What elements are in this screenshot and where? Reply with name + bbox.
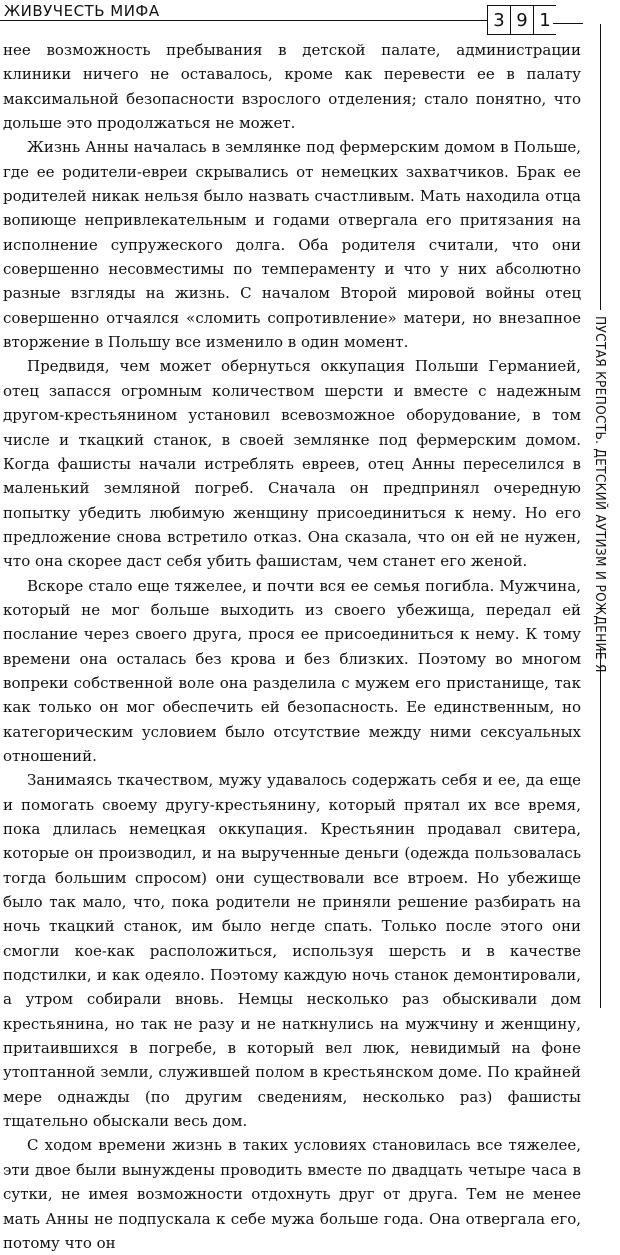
header-rule	[0, 20, 487, 21]
paragraph: Жизнь Анны началась в землянке под фермерским домом в Польше, где ее родители-евреи скрывались от немецких захватчиков. Брак ее родителей никак нельзя было назвать счастливым. Мать находила отца вопиюще непривлекательным и годами отвергала его притязания на исполнение супружеского долга. Оба родителя считали, что они совершенно несовместимы по темпераменту и что у них абсолютно разные взгляды на жизнь. С началом Второй мировой войны отец совершенно отчаялся «сломить сопротивление» матери, но внезапное вторжение в Польшу все изменило в один момент.	[3, 138, 581, 352]
paragraph: Занимаясь ткачеством, мужу удавалось содержать себя и ее, да еще и помогать своему другу-крестьянину, который прятал их все время, пока длилась немецкая оккупация. Крестьянин продавал свитера, которые он производил, и на вырученные деньги (одежда пользовалась тогда большим спросом) они существовали все втроем. Но убежище было так мало, что, пока родители не приняли решение разбирать на ночь ткацкий станок, им было негде спать. Только после этого они смогли кое-как расположиться, используя шерсть и в качестве подстилки, и как одеяло. Поэтому каждую ночь станок демонтировали, а утром собирали вновь. Немцы несколько раз обыскивали дом крестьянина, но так не разу и не наткнулись на мужчину и женщину, притаившихся в погребе, в который вел люк, невидимый на фоне утоптанной земли, служившей полом в крестьянском доме. По крайней мере однажды (по другим сведениям, несколько раз) фашисты тщательно обыскали весь дом.	[3, 771, 581, 1131]
page-number	[487, 5, 556, 35]
running-title: ЖИВУЧЕСТЬ МИФА	[4, 2, 160, 20]
paragraph: С ходом времени жизнь в таких условиях становилась все тяжелее, эти двое были вынуждены проводить вместе по двадцать четыре часа в сутки, не имея возможности отдохнуть друг от друга. Тем не менее мать Анны не подпускала к себе мужа больше года. Она отвергала его, потому что он	[3, 1136, 581, 1252]
side-book-title: ПУСТАЯ КРЕПОСТЬ. ДЕТСКИЙ АУТИЗМ И РОЖДЕНИЕ Я	[592, 316, 608, 673]
page-number-digit: 1	[533, 5, 556, 35]
side-rule-top	[600, 24, 601, 310]
body-text	[3, 38, 581, 1255]
paragraph: Предвидя, чем может обернуться оккупация Польши Германией, отец запасся огромным количеством шерсти и вместе с надежным другом-крестьянином установил всевозможное оборудование, в том числе и ткацкий станок, в своей землянке под фермерским домом. Когда фашисты начали истреблять евреев, отец Анны переселился в маленький земляной погреб. Сначала он предпринял очередную попытку убедить любимую женщину присоединиться к нему. Но его предложение снова встретило отказ. Она сказала, что он ей не нужен, что она скорее даст себя убить фашистам, чем станет его женой.	[3, 357, 581, 571]
paragraph: нее возможность пребывания в детской палате, администрации клиники ничего не оставалось, кроме как перевести ее в палату максимальной безопасности взрослого отделения; стало понятно, что дольше это продолжаться не может.	[3, 41, 581, 133]
page-number-rule	[553, 23, 583, 24]
paragraph: Вскоре стало еще тяжелее, и почти вся ее семья погибла. Мужчина, который не мог больше выходить из своего убежища, передал ей послание через своего друга, прося ее присоединиться к нему. К тому времени она осталась без крова и без близких. Поэтому во многом вопреки собственной воле она разделила с мужем его пристанище, так как только он мог обеспечить ей безопасность. Ее единственным, но категорическим условием было отсутствие между ними сексуальных отношений.	[3, 576, 581, 765]
side-rule-bottom	[600, 648, 601, 1008]
page-number-digit: 9	[510, 5, 533, 35]
page-number-digit: 3	[487, 5, 510, 35]
